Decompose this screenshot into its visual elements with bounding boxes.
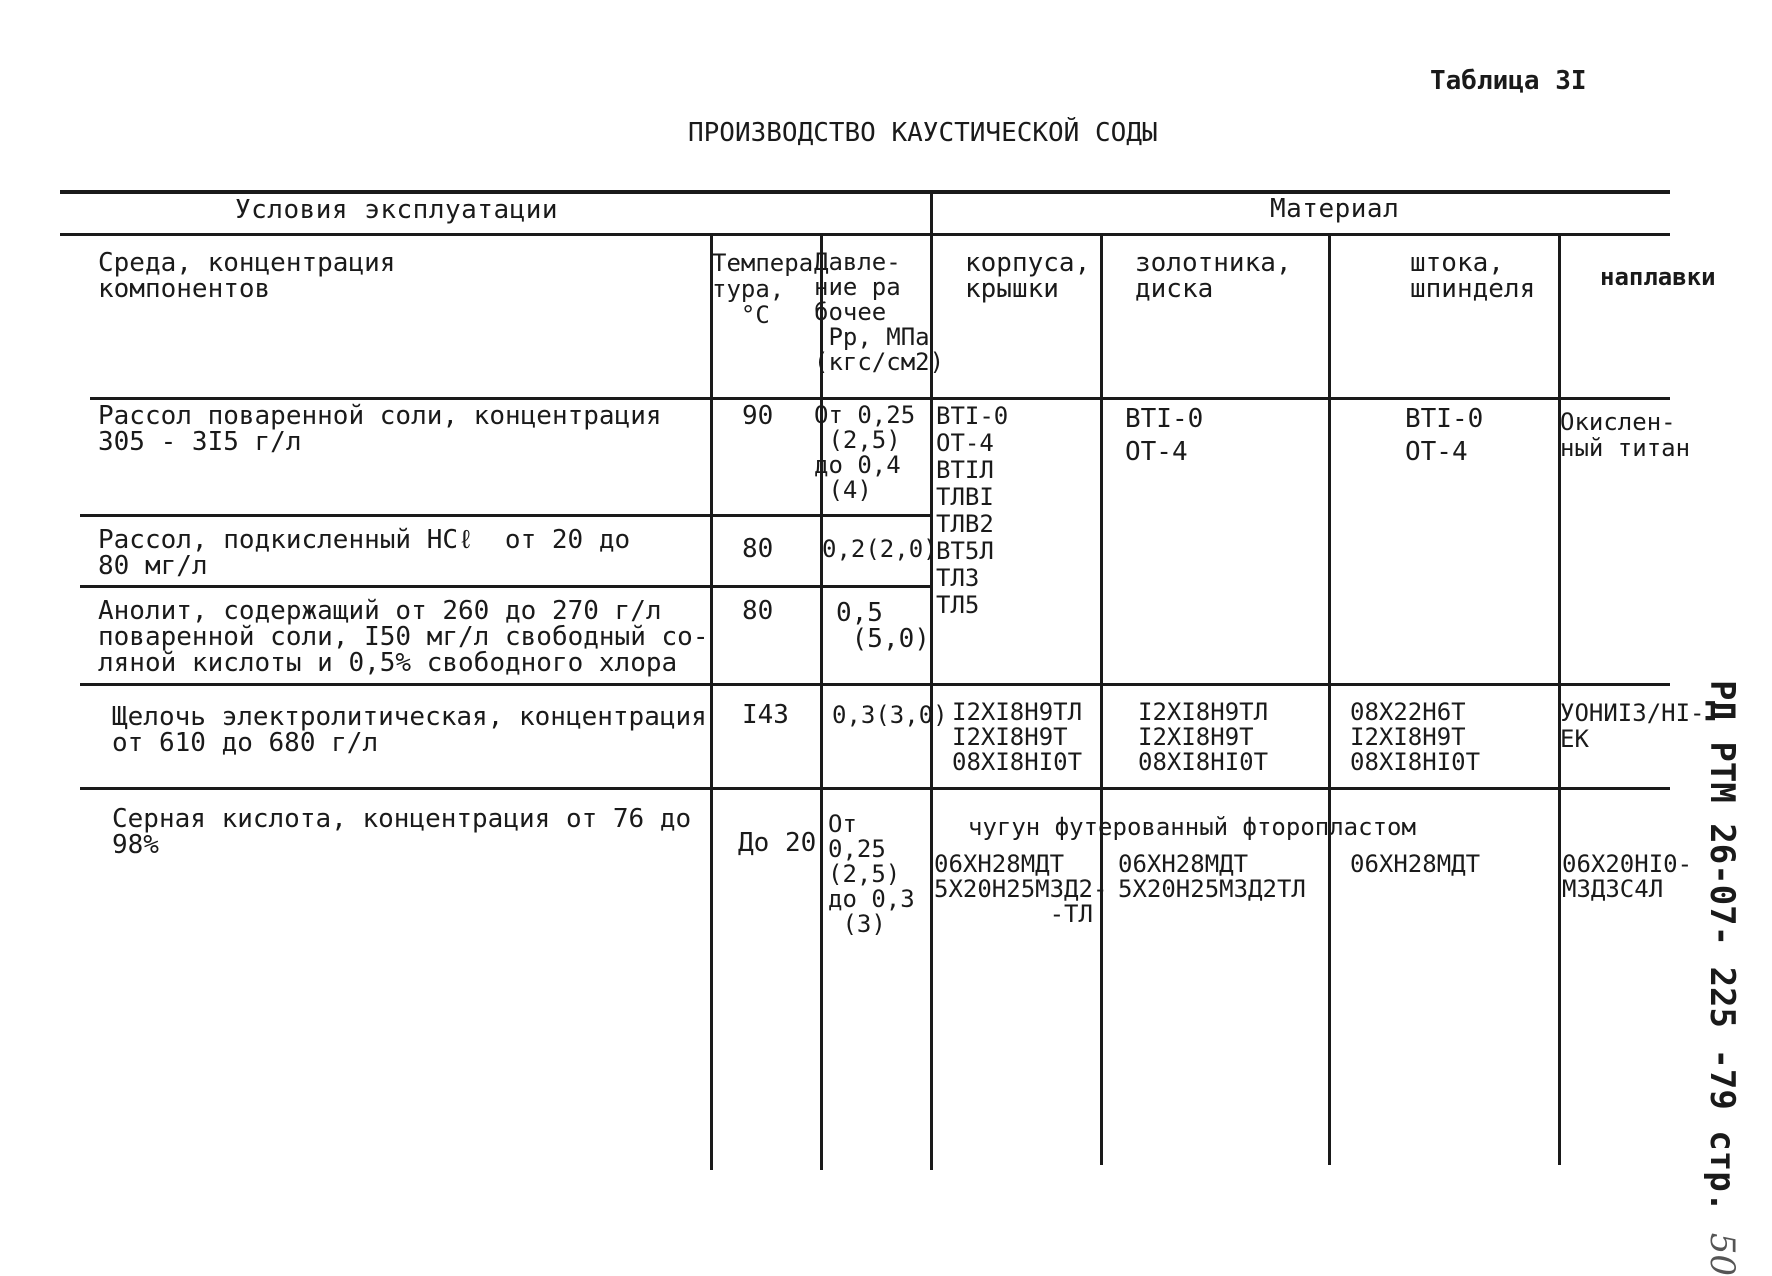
row5-pressure: От 0,25 (2,5) до 0,3 (3) <box>828 810 915 938</box>
row4-disc: I2XI8H9TЛ I2XI8H9T 08XI8HI0T <box>1138 698 1269 776</box>
col-header-pressure: Давле- ние ра бочее Рр, МПа (кгс/см2) <box>814 248 945 376</box>
rule-header-bottom <box>90 397 1670 400</box>
row1-hardfacing: Окислен- ный титан <box>1560 408 1691 462</box>
vline-stem-left <box>1328 235 1331 1165</box>
row3-temp: 80 <box>742 596 774 626</box>
row4-hardfacing: УОНИI3/НI- ЕК <box>1560 699 1705 753</box>
row5-body: 06XH28MДT 5X20H25M3Д2- -TЛ <box>934 850 1108 928</box>
vline-temp-left <box>710 235 713 1170</box>
row4-stem: 08X22H6T I2XI8H9T 08XI8HI0T <box>1350 698 1481 776</box>
rule-row4 <box>80 787 1670 790</box>
rule-header-group <box>60 233 1670 236</box>
row4-medium: Щелочь электролитическая, концентрация от 610 до 680 г/л <box>112 702 707 758</box>
row1-medium: Рассол поваренной соли, концентрация 305 - 3I5 г/л <box>98 401 662 457</box>
row3-pressure: 0,5 (5,0) <box>836 598 930 654</box>
row1-temp: 90 <box>742 401 774 431</box>
row1-body: ВТI-0 ОТ-4 ВТIЛ ТЛВI ТЛВ2 ВТ5Л ТЛ3 ТЛ5 <box>936 402 1009 619</box>
group-conditions: Условия эксплуатации <box>235 195 559 225</box>
row5-hardfacing: 06X20HI0- M3Д3C4Л <box>1562 850 1693 903</box>
row1-pressure: От 0,25 (2,5) до 0,4 (4) <box>814 401 916 504</box>
row2-temp: 80 <box>742 534 774 564</box>
row5-medium: Серная кислота, концентрация от 76 до 98% <box>112 804 692 860</box>
col-header-temp: Темпера тура, °C <box>712 249 814 329</box>
row4-body: I2XI8H9TЛ I2XI8H9T 08XI8HI0T <box>952 698 1083 776</box>
page-number: 50 <box>1702 1232 1742 1276</box>
col-header-medium: Среда, концентрация компонентов <box>98 248 396 304</box>
row5-temp: До 20 <box>738 828 817 858</box>
document-code-note <box>1704 680 1740 1276</box>
row1-disc: ВТI-0 ОТ-4 <box>1125 404 1204 467</box>
rule-row2 <box>80 585 930 588</box>
rule-row1 <box>80 514 930 517</box>
col-header-body: корпуса, крышки <box>965 248 1091 304</box>
col-header-disc: золотника, диска <box>1135 248 1292 304</box>
row2-pressure: 0,2(2,0) <box>822 535 938 563</box>
rule-top <box>60 190 1670 194</box>
vline-disc-left <box>1100 235 1103 1165</box>
row4-pressure: 0,3(3,0) <box>832 701 948 729</box>
row4-temp: I43 <box>742 700 789 730</box>
document-code: РД РТМ 26-07- 225 -79 стр. <box>1702 680 1742 1213</box>
row2-medium: Рассол, подкисленный НСℓ от 20 до 80 мг/л <box>98 525 631 581</box>
row3-medium: Анолит, содержащий от 260 до 270 г/л поваренной соли, I50 мг/л свободный со- ляной кислоты и 0,5% свободного хлора <box>98 596 709 678</box>
row1-stem: ВТI-0 ОТ-4 <box>1405 404 1484 467</box>
table-number: Таблица 3I <box>1430 66 1587 96</box>
row5-disc: 06XH28MДT 5X20H25M3Д2TЛ <box>1118 850 1306 903</box>
page-title: ПРОИЗВОДСТВО КАУСТИЧЕСКОЙ СОДЫ <box>688 118 1158 148</box>
group-material: Материал <box>1270 194 1400 224</box>
rule-row3 <box>80 683 1670 686</box>
row5-lined: чугун футерованный фторопластом <box>968 813 1416 841</box>
col-header-stem: штока, шпинделя <box>1410 248 1536 304</box>
col-header-hardfacing: наплавки <box>1600 263 1716 291</box>
row5-stem: 06XH28MДT <box>1350 850 1481 878</box>
